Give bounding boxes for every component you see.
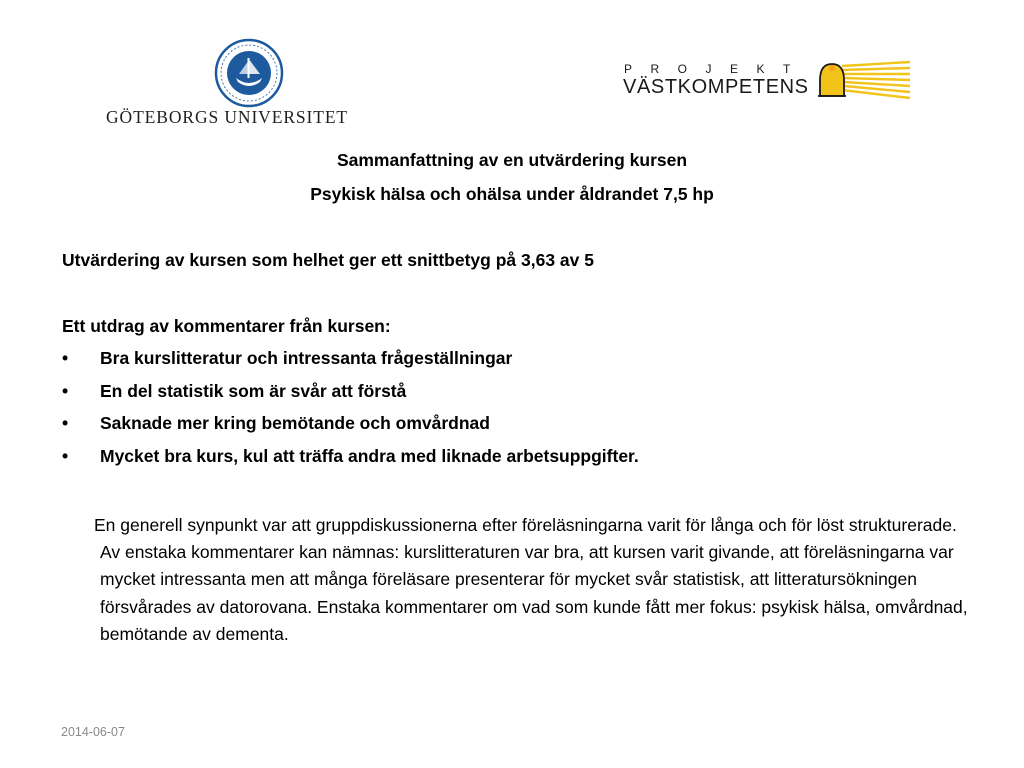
footer-date: 2014-06-07 (61, 725, 125, 739)
comment-text: Saknade mer kring bemötande och omvårdnad (100, 413, 490, 433)
bullet-icon: • (62, 413, 69, 433)
comments-intro: Ett utdrag av kommentarer från kursen: (62, 316, 391, 336)
university-name: GÖTEBORGS UNIVERSITET (106, 107, 349, 127)
rating-summary: Utvärdering av kursen som helhet ger ett snittbetyg på 3,63 av 5 (62, 250, 594, 270)
bullet-icon: • (62, 348, 69, 368)
comment-text: Bra kurslitteratur och intressanta frågeställningar (100, 348, 513, 368)
bullet-icon: • (62, 380, 69, 401)
university-seal-icon (214, 38, 284, 108)
summary-paragraph: En generell synpunkt var att gruppdiskussionerna efter föreläsningarna varit för långa och för löst strukturerade. Av enstaka kommentarer kan nämnas: kurslitteraturen var bra, att kursen varit givande, att föreläsningarna var mycket intressanta men att många föreläsare presenterar för mycket svår statistisk, att litteratursökningen försvårades av datorovana. Enstaka kommentarer om vad som kunde fått mer fokus: psykisk hälsa, omvårdnad, bemötande av dementa. (94, 515, 968, 644)
project-label: PROJEKT (624, 62, 809, 76)
sun-rays-icon (816, 58, 912, 104)
comment-text: Mycket bra kurs, kul att träffa andra med liknade arbetsuppgifter. (100, 445, 639, 466)
university-logo (106, 38, 392, 128)
bullet-icon: • (62, 445, 69, 466)
project-name: VÄSTKOMPETENS (623, 76, 809, 98)
page-title: Sammanfattning av en utvärdering kursen (336, 150, 688, 170)
comment-text: En del statistik som är svår att förstå (100, 380, 407, 401)
project-logo (622, 58, 912, 104)
course-title: Psykisk hälsa och ohälsa under åldrandet 7,5 hp (310, 184, 714, 204)
